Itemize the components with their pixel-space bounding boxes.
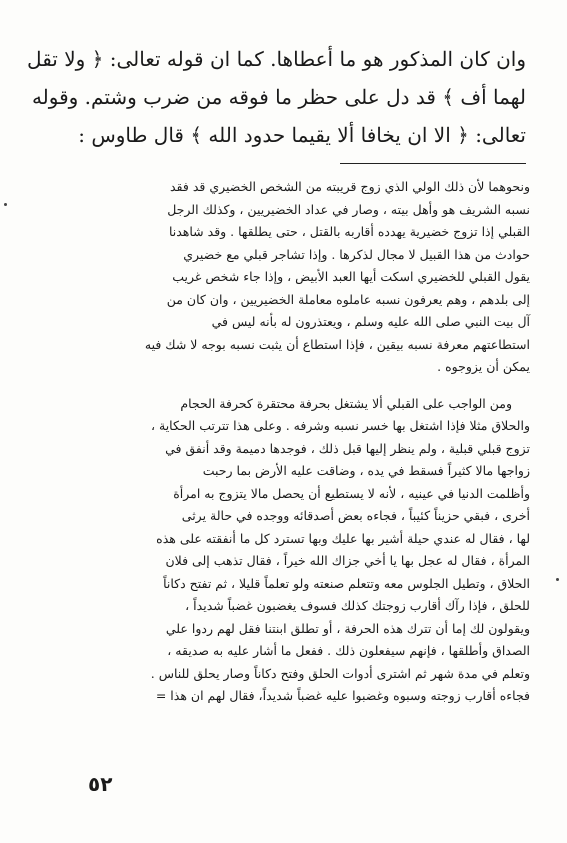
scan-speck bbox=[556, 578, 559, 581]
paragraph-gap bbox=[88, 379, 530, 393]
page-number: ٥٢ bbox=[88, 772, 113, 796]
footnote-line: الصداق وأطلقها ، فإنهم سيفعلون ذلك . ففعل ما أشار عليه به صديقه ، bbox=[167, 643, 530, 658]
footnote-line: والحلاق مثلا فإذا اشتغل بها خسر نسبه وشرفه . وعلى هذا تترتب الحكاية ، bbox=[150, 418, 530, 433]
footnote-line: زواجها مالا كثيراً فسقط في يده ، وضاقت عليه الأرض بما رحبت bbox=[202, 463, 530, 478]
main-text-line: تعالى: ﴿ الا ان يخافا ألا يقيما حدود الله ﴾ قال طاوس : bbox=[78, 123, 526, 147]
footnote-line: فجاءه أقارب زوجته وسبوه وغضبوا عليه غضباً شديداً، فقال لهم ان هذا = bbox=[155, 688, 530, 703]
footnote-line: للحلق ، فإذا رآك أقارب زوجتك كذلك فسوف يغضبون غضباً شديداً ، bbox=[185, 598, 530, 613]
footnote-line: يمكن أن يزوجوه . bbox=[437, 359, 530, 374]
footnote-separator bbox=[340, 163, 526, 164]
main-text-line: وان كان المذكور هو ما أعطاها. كما ان قوله تعالى: ﴿ ولا تقل bbox=[27, 47, 526, 71]
footnote-line: وأظلمت الدنيا في عينيه ، لأنه لا يستطيع أن يحصل مالا يتزوج به امرأة bbox=[173, 485, 530, 501]
main-text-line: لهما أف ﴾ قد دل على حظر ما فوقه من ضرب وشتم. وقوله bbox=[31, 85, 526, 109]
footnote-line: استطاعتهم معرفة نسبه بيقين ، فإذا استطاع أن يثبت نسبه بوجه لا شك فيه bbox=[144, 336, 530, 352]
main-text bbox=[27, 40, 526, 154]
footnote-line: ونحوهما لأن ذلك الولي الذي زوج قريبته من الشخص الخضيري قد فقد bbox=[170, 179, 530, 194]
footnote-line: يقول القبلي للخضيري اسكت أيها العبد الأبيض ، وإذا جاء شخص غريب bbox=[172, 269, 530, 284]
footnote-line: الحلاق ، وتطيل الجلوس معه وتتعلم صنعته ولو تعلماً قليلا ، ثم تفتح دكاناً bbox=[163, 575, 530, 591]
footnote-line: وتعلم في مدة شهر ثم اشترى أدوات الحلق وفتح دكاناً وصار يحلق للناس . bbox=[150, 665, 530, 681]
footnote-line: القبلي إذا تزوج خضيرية يهدده أقاربه بالقتل ، حتى يطلقها . وقد شاهدنا bbox=[168, 224, 530, 239]
scan-speck bbox=[4, 203, 7, 206]
footnote-line: إلى بلدهم ، وهم يعرفون نسبه عاملوه معاملة الخضيريين ، وان كان من bbox=[166, 291, 530, 307]
footnote-line: تزوج قبلي قبلية ، ولم ينظر إليها قبل ذلك ، فوجدها دميمة وقد أنفق في bbox=[165, 440, 530, 456]
footnote-line: آل بيت النبي صلى الله عليه وسلم ، ويعتذرون له بأنه ليس في bbox=[211, 314, 530, 329]
footnote-line: حوادث من هذا القبيل لا مجال لذكرها . وإذا تشاجر قبلي مع خضيري bbox=[183, 246, 530, 262]
footnote-line: المرأة ، فقال له عجل بها يا أخي جزاك الله خيراً ، فقال تذهب إلى فلان bbox=[165, 553, 530, 568]
footnote-line: لها ، فقال له عندي حيلة أشير بها عليك وبها تسترد كل ما أنفقته على هذه bbox=[156, 530, 530, 546]
footnote-line: ومن الواجب على القبلي ألا يشتغل بحرفة محتقرة كحرفة الحجام bbox=[180, 395, 512, 411]
footnote-text bbox=[88, 176, 530, 708]
footnote-line: نسبه الشريف هو وأهل بيته ، وصار في عداد الخضيريين ، وكذلك الرجل bbox=[167, 201, 530, 217]
footnote-line: أخرى ، فبقي حزيناً كئيباً ، فجاءه بعض أصدقائه ووجده في حالة يرثى bbox=[181, 508, 530, 523]
footnote-line: ويقولون لك إما أن تترك هذه الحرفة ، أو تطلق ابنتنا فقل لهم ردوا علي bbox=[165, 620, 530, 636]
